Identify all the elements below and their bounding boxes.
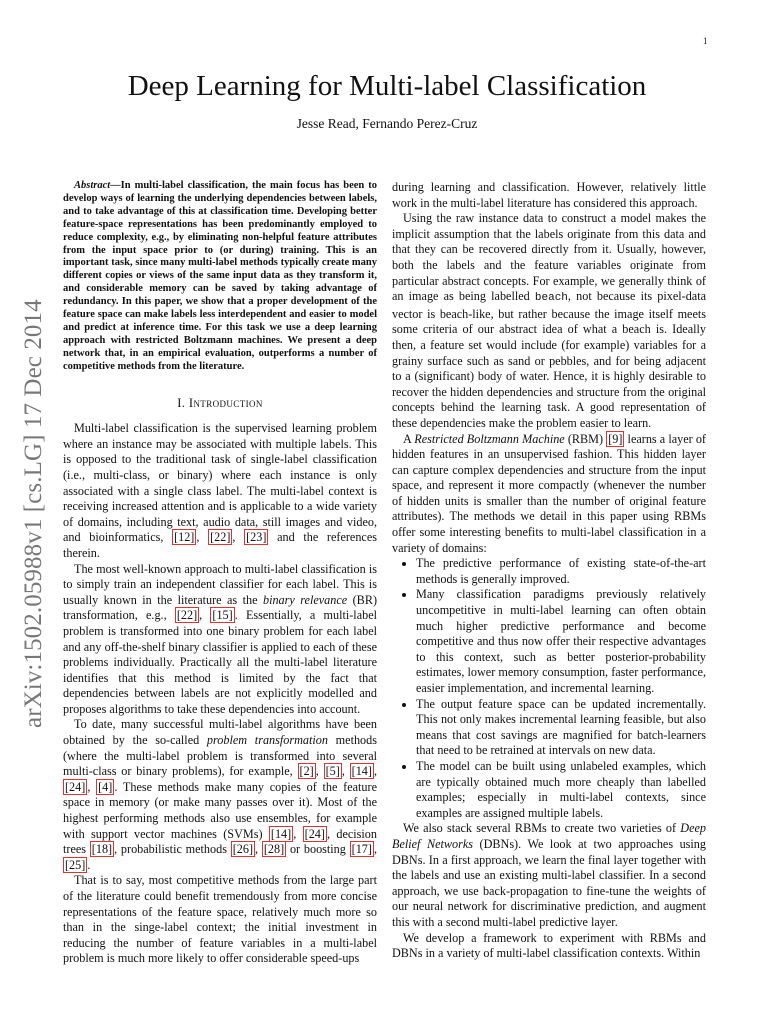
citation-link[interactable]: [22] — [210, 530, 231, 545]
citation-link[interactable]: [24] — [304, 826, 325, 841]
section-number: I. — [177, 395, 186, 410]
right-column — [392, 180, 706, 962]
citation-link[interactable]: [23] — [246, 530, 267, 545]
citation-link[interactable]: [5] — [325, 764, 340, 779]
intro-paragraph-2: The most well-known approach to multi-label classification is to simply train an independent classifier for each label. This is usually known in the literature as the binary relevance (BR) transformation, e.g., [22] , [15] . Essentially, a multi-label problem is transformed into one binary problem for each label and any off-the-shelf binary classifier is applied to each of these problems individually. Practically all the multi-label literature identifies that this method is limited by the fact that dependencies between labels are not explicitly modelled and proposes algorithms to take these dependencies into account. — [63, 561, 378, 716]
paper-title: Deep Learning for Multi-label Classification — [127, 70, 647, 102]
citation-link[interactable]: [12] — [174, 530, 195, 545]
citation-link[interactable]: [28] — [263, 842, 285, 857]
citation-link[interactable]: [14] — [351, 764, 372, 779]
citation-link[interactable]: [24] — [65, 779, 86, 794]
citation-link[interactable]: [15] — [212, 608, 233, 623]
right-paragraph-1: during learning and classification. However, relatively little work in the multi-label literature has considered this approach. — [392, 180, 706, 210]
citation-link[interactable]: [22] — [176, 608, 198, 623]
intro-paragraph-4: That is to say, most competitive methods from the large part of the literature could benefit tremendously from more concise representations of the feature space, relatively much more so than in the singe-label context; the initial investment in reducing the number of feature variables in a multi-label problem is much more likely to offer considerable speed-ups — [63, 873, 377, 966]
right-paragraph-3: A Restricted Boltzmann Machine (RBM) [9] learns a layer of hidden features in an unsupervised fashion. This hidden layer can capture complex dependencies and structure from the input space, and represent it more compactly (whenever the number of hidden units is smaller than the number of original feature attributes). The methods we detail in this paper using RBMs offer some interesting benefits to multi-label classification in a variety of domains: — [392, 431, 706, 555]
citation-link[interactable]: [18] — [91, 842, 113, 857]
abstract-text: —In multi-label classification, the main focus has been to develop ways of learning the underlying dependencies between labels, and to take advantage of this at classification time. Developing better feature-space representations has been predominantly employed to reduce complexity, e.g., by eliminating non-helpful feature attributes from the input space prior to (or during) training. This is an important task, since many multi-label methods typically create many different copies or views of the same input data as they transform it, and considerable memory can be saved by taking advantage of redundancy. In this paper, we show that a proper development of the feature space can make labels less interdependent and easier to model and predict at inference time. For this task we use a deep learning approach with restricted Boltzmann machines. We present a deep network that, in an empirical evaluation, outperforms a number of competitive methods from the literature. — [63, 180, 377, 372]
section-title: Introduction — [188, 395, 263, 410]
paper-authors: Jesse Read, Fernando Perez-Cruz — [296, 116, 478, 131]
benefits-list — [392, 556, 706, 821]
abstract — [63, 180, 377, 374]
left-column — [63, 180, 377, 967]
list-item: • Many classification paradigms previously relatively uncompetitive in multi-label learning can often obtain much higher predictive performance and become competitive and thus now offer their respective advantages to this context, such as better posterior-probability estimates, lower memory consumption, faster performance, easier implementation, and incremental learning. — [416, 587, 706, 696]
right-paragraph-4: We also stack several RBMs to create two varieties of Deep Belief Networks (DBNs). We look at two approaches using DBNs. In a first approach, we learn the final layer together with the labels and use an existing multi-label classifier. In a second approach, we use back-propagation to fine-tune the weights of our neural network for discriminative prediction, and augment this with a second multi-label predictive layer. — [392, 821, 706, 929]
intro-paragraph-3: To date, many successful multi-label algorithms have been obtained by the so-called problem transformation methods (where the multi-label problem is transformed into several multi-class or binary problems), for example, [2] , [5] , [14] , [24] , [4] . These methods make many copies of the feature space in memory (or make many passes over it). Most of the highest performing methods also use ensembles, for example with support vector machines (SVMs) [14] , [24] , decision trees [18] , probabilistic methods [26] , [28] or boosting [17] , [25] . — [63, 717, 378, 872]
list-item: • The model can be built using unlabeled examples, which are typically obtained much more cheaply than labelled examples; especially in multi-label contexts, since examples are assigned multiple labels. — [416, 759, 706, 821]
right-paragraph-2: Using the raw instance data to construct a model makes the implicit assumption that the labels originate from this data and that they can be recovered directly from it. Usually, however, both the labels and the feature variables originate from particular abstract concepts. For example, we generally think of an image as being labelled beach, not because its pixel-data vector is beach-like, but rather because the image itself meets some criteria of our abstract idea of what a beach is. Ideally then, a feature set would include (for example) variables for a grainy surface such as sand or pebbles, and for being adjacent to a (significant) body of water. Hence, it is highly desirable to recover the hidden dependencies and structure from the original concepts behind the learning task. A good representation of these dependencies make the problem easier to learn. — [392, 211, 706, 430]
page-number: 1 — [703, 36, 708, 46]
citation-link[interactable]: [2] — [299, 764, 314, 779]
citation-link[interactable]: [25] — [65, 857, 86, 872]
citation-link[interactable]: [26] — [232, 842, 254, 857]
citation-link[interactable]: [9] — [608, 431, 623, 446]
abstract-label: Abstract — [74, 180, 111, 191]
right-paragraph-5: We develop a framework to experiment with RBMs and DBNs in a variety of multi-label classification contexts. Within — [392, 930, 706, 961]
citation-link[interactable]: [17] — [351, 842, 372, 857]
citation-link[interactable]: [4] — [98, 779, 113, 794]
arxiv-stamp: arXiv:1502.05988v1 [cs.LG] 17 Dec 2014 — [20, 299, 47, 728]
list-item: • The predictive performance of existing state-of-the-art methods is generally improved. — [416, 556, 706, 587]
list-item: • The output feature space can be updated incrementally. This not only makes incremental learning feasible, but also means that cost savings are magnified for batch-learners that need to be retrained at intervals on new data. — [416, 697, 706, 759]
intro-paragraph-1: Multi-label classification is the supervised learning problem where an instance may be associated with multiple labels. This is opposed to the traditional task of single-label classification (i.e., multi-class, or binary) where each instance is only associated with a single class label. The multi-label context is receiving increased attention and is applicable to a wide variety of domains, including text, audio data, still images and video, and bioinformatics, [12] , [22] , [23] and the references therein. — [63, 421, 377, 560]
code-label-beach: beach — [534, 292, 568, 305]
citation-link[interactable]: [14] — [270, 826, 292, 841]
section-heading-introduction — [63, 396, 377, 412]
